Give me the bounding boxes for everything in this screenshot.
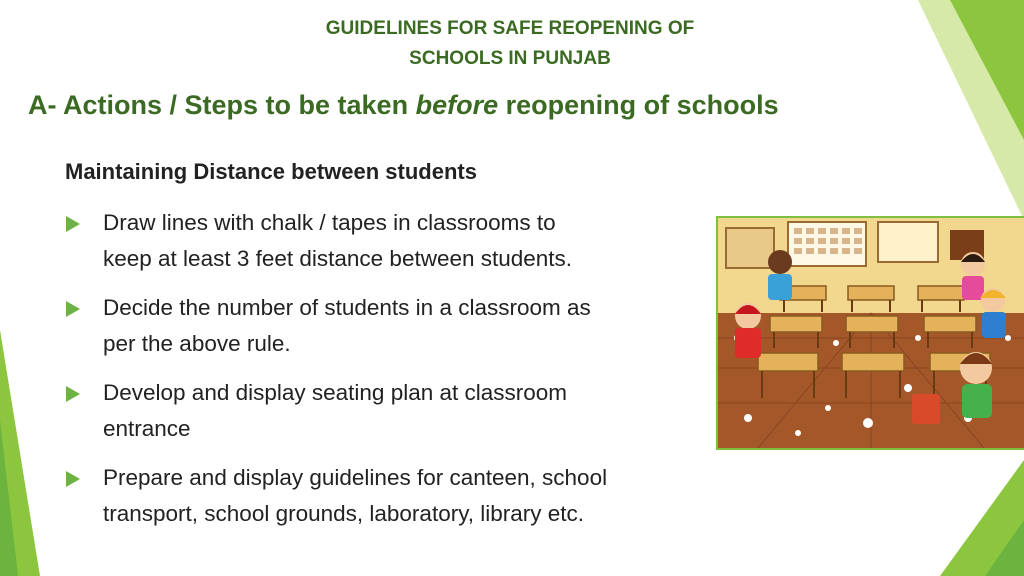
bullet-arrow-icon	[66, 471, 80, 487]
page-title	[28, 90, 779, 121]
section-subtitle: Maintaining Distance between students	[65, 159, 477, 184]
bullet-line: Prepare and display guidelines for canteen, school	[103, 465, 608, 490]
bullet-line: transport, school grounds, laboratory, library etc.	[103, 501, 585, 526]
title-prefix: A- Actions / Steps to be taken	[28, 90, 409, 120]
list-item	[66, 290, 726, 362]
list-item	[66, 205, 726, 277]
bullet-line: Develop and display seating plan at classroom	[103, 380, 568, 405]
bullet-line: entrance	[103, 416, 191, 441]
school-bag	[912, 394, 940, 424]
notice-board	[878, 222, 938, 262]
bullet-line: keep at least 3 feet distance between students.	[103, 246, 573, 271]
list-item	[66, 375, 726, 447]
bullet-arrow-icon	[66, 386, 80, 402]
title-emphasis: before	[415, 90, 499, 120]
classroom-illustration-drawing	[718, 218, 1024, 448]
bullet-list	[66, 205, 726, 545]
bullet-arrow-icon	[66, 301, 80, 317]
shelf	[726, 228, 774, 268]
header	[260, 14, 760, 74]
header-line-2: SCHOOLS IN PUNJAB	[409, 48, 611, 69]
title-suffix: reopening of schools	[505, 90, 779, 120]
classroom-illustration-icon	[716, 216, 1024, 450]
list-item	[66, 460, 726, 532]
bullet-line: Draw lines with chalk / tapes in classrooms to	[103, 210, 556, 235]
bullet-arrow-icon	[66, 216, 80, 232]
bullet-line: Decide the number of students in a classroom as	[103, 295, 591, 320]
bullet-line: per the above rule.	[103, 331, 291, 356]
header-line-1: GUIDELINES FOR SAFE REOPENING OF	[325, 18, 695, 39]
